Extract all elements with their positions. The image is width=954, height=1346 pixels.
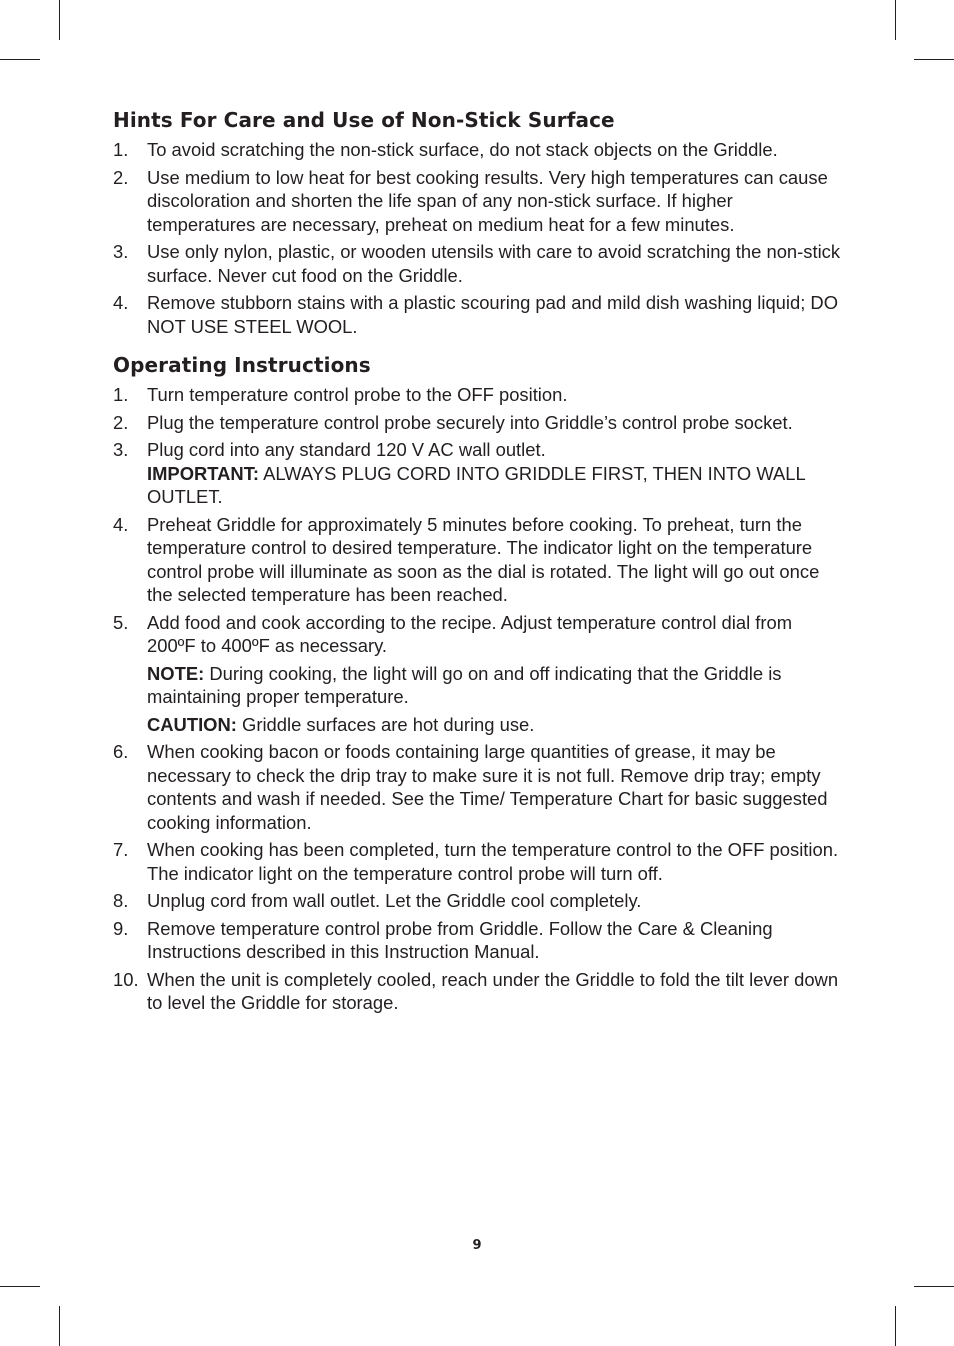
list-item — [113, 513, 843, 607]
item-text: When the unit is completely cooled, reach under the Griddle to fold the tilt lever down to level the Griddle for storage. — [147, 968, 839, 1013]
crop-mark-bottom-right-vertical — [895, 1306, 896, 1346]
operating-instructions-list — [113, 383, 843, 1015]
caution-paragraph — [147, 713, 843, 737]
care-hints-list — [113, 138, 843, 338]
section-title-operating: Operating Instructions — [113, 353, 371, 377]
item-number: 10. — [113, 968, 139, 990]
list-item — [113, 838, 843, 885]
item-text: Plug cord into any standard 120 V AC wall outlet. — [147, 439, 546, 460]
crop-mark-top-right-horizontal — [914, 59, 954, 60]
list-item — [113, 968, 843, 1015]
list-item — [113, 611, 843, 737]
item-number: 4. — [113, 292, 129, 313]
caution-text: Griddle surfaces are hot during use. — [236, 713, 535, 735]
item-text: To avoid scratching the non-stick surface, do not stack objects on the Griddle. — [147, 139, 778, 160]
list-item — [113, 889, 843, 913]
crop-mark-bottom-right-horizontal — [914, 1286, 954, 1287]
list-item — [113, 240, 843, 287]
list-item — [113, 740, 843, 834]
crop-mark-bottom-left-vertical — [59, 1306, 60, 1346]
note-label: NOTE: — [147, 662, 205, 684]
item-text: Use medium to low heat for best cooking results. Very high temperatures can cause discoloration and shorten the life span of any non-stick surface. If higher temperatures are necessary, preheat on medium heat for a few minutes. — [147, 166, 828, 235]
crop-mark-bottom-left-horizontal — [0, 1286, 40, 1287]
crop-mark-top-left-vertical — [59, 0, 60, 40]
item-text: Remove temperature control probe from Griddle. Follow the Care & Cleaning Instructions described in this Instruction Manual. — [147, 917, 773, 962]
crop-mark-top-left-horizontal — [0, 59, 40, 60]
list-item — [113, 383, 843, 407]
item-text: Use only nylon, plastic, or wooden utensils with care to avoid scratching the non-stick surface. Never cut food on the Griddle. — [147, 241, 841, 286]
list-item — [113, 917, 843, 964]
list-item — [113, 166, 843, 237]
item-number: 7. — [113, 839, 129, 860]
important-label: IMPORTANT: — [147, 462, 260, 484]
item-number: 4. — [113, 513, 129, 535]
item-text: Preheat Griddle for approximately 5 minutes before cooking. To preheat, turn the temperature control to desired temperature. The indicator light on the temperature control probe will illuminate as soon as the dial is rotated. The light will go out once the selected temperature has been reached. — [147, 513, 820, 605]
list-item — [113, 438, 843, 509]
note-paragraph — [147, 662, 843, 709]
item-number: 3. — [113, 439, 129, 460]
item-text: When cooking bacon or foods containing large quantities of grease, it may be necessary to check the drip tray to make sure it is not full. Remove drip tray; empty contents and wash if needed. See the Time/ Temperature Chart for basic suggested cooking information. — [147, 741, 828, 833]
item-text: When cooking has been completed, turn the temperature control to the OFF position. The indicator light on the temperature control probe will turn off. — [147, 839, 839, 884]
page-number: 9 — [472, 1238, 482, 1253]
item-text: Plug the temperature control probe securely into Griddle’s control probe socket. — [147, 411, 793, 433]
caution-label: CAUTION: — [147, 713, 237, 735]
important-text: ALWAYS PLUG CORD INTO GRIDDLE FIRST, THEN INTO WALL OUTLET. — [147, 462, 806, 507]
item-number: 9. — [113, 917, 129, 939]
list-item — [113, 138, 843, 162]
crop-mark-top-right-vertical — [895, 0, 896, 40]
item-text: Remove stubborn stains with a plastic scouring pad and mild dish washing liquid; DO NOT USE STEEL WOOL. — [147, 292, 839, 337]
item-text: Unplug cord from wall outlet. Let the Griddle cool completely. — [147, 890, 642, 911]
list-item — [113, 411, 843, 435]
item-number: 6. — [113, 741, 129, 762]
item-number: 1. — [113, 384, 129, 405]
note-text: During cooking, the light will go on and off indicating that the Griddle is maintaining proper temperature. — [147, 662, 782, 707]
important-note — [147, 462, 843, 509]
item-text: Turn temperature control probe to the OFF position. — [147, 384, 568, 405]
item-number: 3. — [113, 241, 129, 262]
item-number: 1. — [113, 139, 129, 160]
item-number: 8. — [113, 890, 129, 911]
section-title-care: Hints For Care and Use of Non-Stick Surface — [113, 108, 615, 132]
item-number: 2. — [113, 166, 129, 188]
item-text: Add food and cook according to the recipe. Adjust temperature control dial from 200ºF to 400ºF as necessary. — [147, 611, 793, 656]
item-number: 2. — [113, 411, 129, 433]
list-item — [113, 291, 843, 338]
manual-page-content — [113, 107, 843, 1019]
item-number: 5. — [113, 611, 129, 633]
